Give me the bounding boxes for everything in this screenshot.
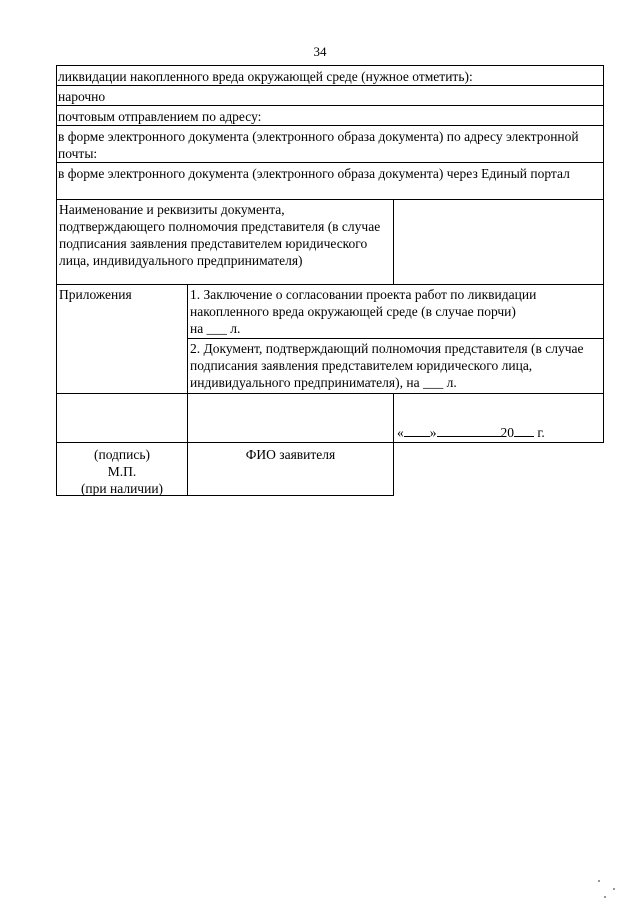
delivery-method-heading: ликвидации накопленного вреда окружающей среде (нужное отметить): [58, 69, 473, 84]
stamp-note: (при наличии) [80, 481, 164, 496]
year-blank [514, 422, 534, 437]
delivery-in-person-label: нарочно [58, 89, 106, 104]
representative-doc-value-cell [393, 199, 604, 285]
applicant-name-label: ФИО заявителя [245, 447, 336, 462]
date-cell [393, 393, 604, 443]
scan-speck [598, 880, 600, 882]
delivery-portal-label: в форме электронного документа (электронного образа документа) через Единый портал [58, 166, 570, 181]
signature-blank-cell [56, 393, 188, 443]
applicant-name-label-cell [187, 442, 394, 496]
date-close-quote: » [429, 425, 437, 440]
name-blank-cell [187, 393, 394, 443]
delivery-method-heading-row [56, 65, 604, 86]
attachments-label: Приложения [59, 287, 132, 302]
page-number: 34 [313, 44, 327, 59]
delivery-post-row [56, 105, 604, 126]
representative-doc-label-cell [56, 199, 394, 285]
day-blank [404, 422, 430, 437]
scan-speck [604, 896, 606, 898]
year-prefix: 20 [500, 425, 514, 440]
date-open-quote: « [397, 425, 404, 440]
year-suffix: г. [537, 425, 545, 440]
attachment-item-1-cell [187, 284, 604, 339]
stamp-label: М.П. [107, 464, 137, 479]
attachment-item-1: 1. Заключение о согласовании проекта работ по ликвидации накопленного вреда окружающей среде (в случае порчи) [190, 287, 537, 319]
attachments-label-cell [56, 284, 188, 394]
representative-doc-label: Наименование и реквизиты документа, подтверждающего полномочия представителя (в случае подписания заявления представителем юридического лица, индивидуального предпринимателя) [59, 202, 381, 268]
attachment-item-1-pages: на ___ л. [190, 321, 241, 336]
delivery-email-label: в форме электронного документа (электронного образа документа) по адресу электронной почты: [58, 129, 579, 161]
delivery-email-row [56, 125, 604, 163]
attachment-item-2: 2. Документ, подтверждающий полномочия представителя (в случае подписания заявления представителем юридического лица, индивидуального предпринимателя), на ___ л. [190, 341, 584, 390]
signature-label-cell [56, 442, 188, 496]
delivery-post-label: почтовым отправлением по адресу: [58, 109, 262, 124]
delivery-in-person-row [56, 85, 604, 106]
signature-label: (подпись) [93, 447, 151, 462]
delivery-portal-row [56, 162, 604, 200]
scan-speck [613, 888, 615, 890]
date-line [397, 422, 545, 441]
attachment-item-2-cell [187, 338, 604, 394]
month-blank [437, 422, 501, 437]
